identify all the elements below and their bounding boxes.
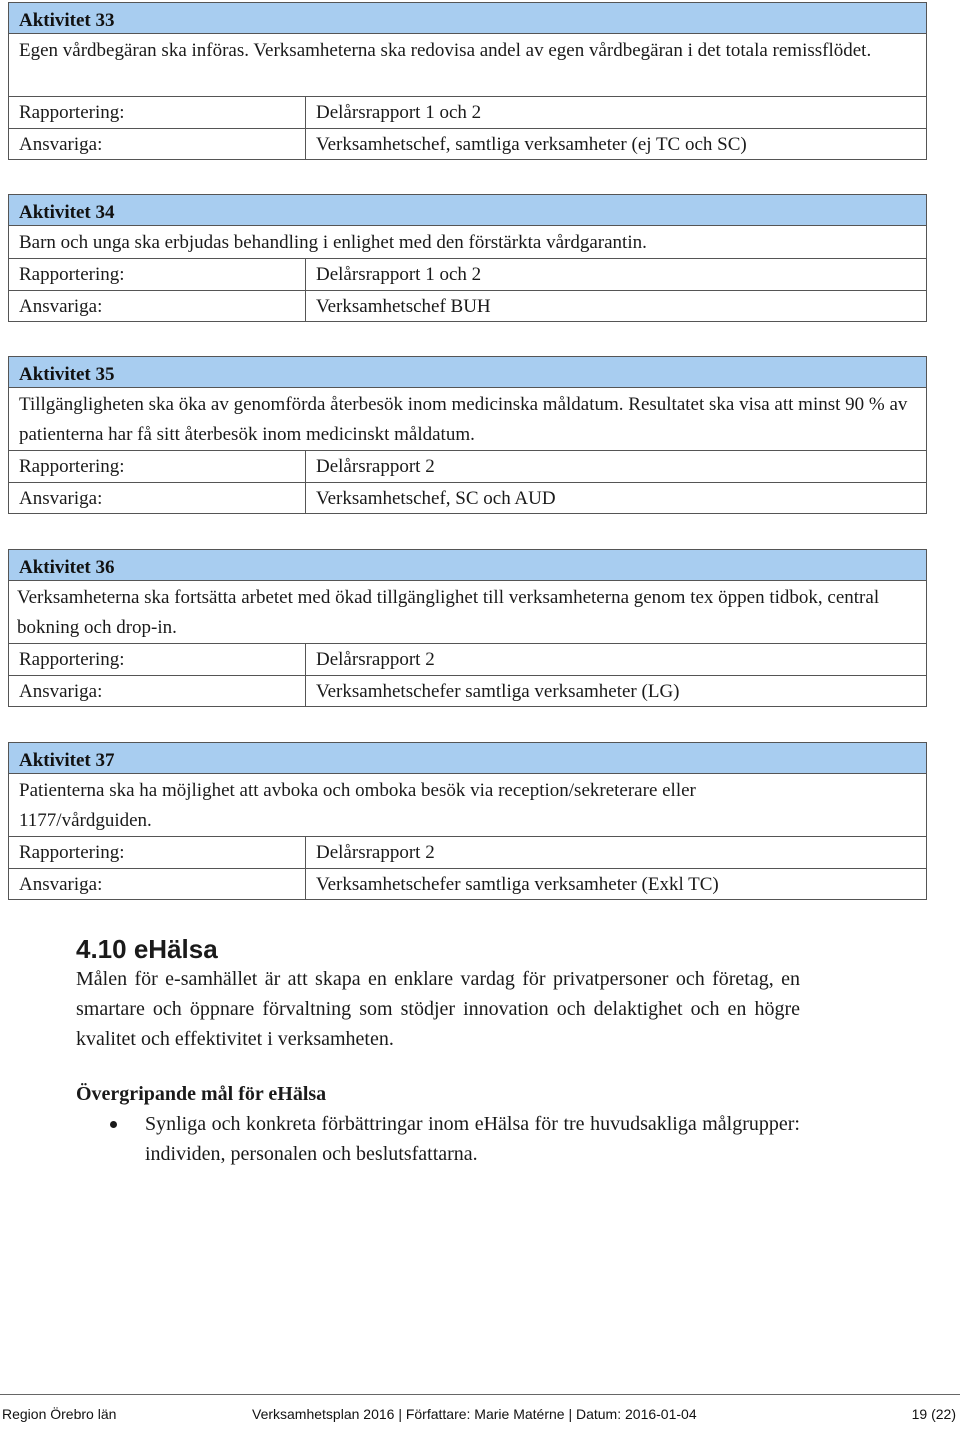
responsible-value: Verksamhetschefer samtliga verksamheter (Exkl TC)	[316, 874, 719, 895]
responsible-row	[9, 128, 926, 159]
responsible-value: Verksamhetschef, SC och AUD	[316, 488, 556, 509]
bullet-icon	[110, 1121, 117, 1128]
activity-description: Barn och unga ska erbjudas behandling i enlighet med den förstärkta vårdgarantin.	[9, 226, 926, 259]
responsible-value: Verksamhetschef BUH	[316, 296, 491, 317]
responsible-row	[9, 290, 926, 321]
reporting-value: Delårsrapport 2	[316, 842, 435, 863]
reporting-row	[9, 451, 926, 482]
section-paragraph: Målen för e-samhället är att skapa en enklare vardag för privatpersoner och företag, en smartare och öppnare förvaltning som stödjer innovation och delaktighet och en högre kvalitet och effektivitet i verksamheten.	[76, 968, 800, 1050]
activity-table-37	[8, 742, 927, 900]
section-ehalsa	[76, 934, 800, 1054]
reporting-label: Rapportering:	[9, 451, 306, 482]
activity-table-35	[8, 356, 927, 514]
reporting-label: Rapportering:	[9, 259, 306, 290]
section-title: 4.10 eHälsa	[76, 934, 218, 964]
reporting-row	[9, 97, 926, 128]
reporting-row	[9, 644, 926, 675]
activity-table-36	[8, 549, 927, 707]
responsible-label: Ansvariga:	[9, 483, 306, 513]
section-subheading: Övergripande mål för eHälsa	[76, 1083, 327, 1105]
reporting-row	[9, 837, 926, 868]
responsible-label: Ansvariga:	[9, 129, 306, 159]
activity-heading: Aktivitet 37	[9, 743, 926, 774]
reporting-label: Rapportering:	[9, 97, 306, 128]
activity-description: Egen vårdbegäran ska införas. Verksamheterna ska redovisa andel av egen vårdbegäran i det totala remissflödet.	[9, 34, 926, 97]
responsible-value: Verksamhetschefer samtliga verksamheter (LG)	[316, 681, 680, 702]
reporting-value: Delårsrapport 1 och 2	[316, 102, 482, 123]
footer-organization: Region Örebro län	[2, 1406, 117, 1422]
responsible-row	[9, 868, 926, 899]
reporting-label: Rapportering:	[9, 644, 306, 675]
activity-table-34	[8, 194, 927, 322]
responsible-row	[9, 482, 926, 513]
activity-heading: Aktivitet 35	[9, 357, 926, 388]
activity-description: Tillgängligheten ska öka av genomförda återbesök inom medicinska måldatum. Resultatet ska visa att minst 90 % av patienterna har få sitt återbesök inom medicinskt måldatum.	[9, 388, 926, 451]
responsible-row	[9, 675, 926, 706]
reporting-value: Delårsrapport 1 och 2	[316, 264, 482, 285]
footer-page-number: 19 (22)	[911, 1406, 956, 1422]
footer-document-info: Verksamhetsplan 2016 | Författare: Marie Matérne | Datum: 2016-01-04	[252, 1406, 697, 1422]
activity-heading: Aktivitet 33	[9, 3, 926, 34]
bullet-list-item	[76, 1109, 800, 1169]
page-footer	[0, 1394, 960, 1423]
responsible-label: Ansvariga:	[9, 291, 306, 321]
activity-heading: Aktivitet 34	[9, 195, 926, 226]
activity-description: Verksamheterna ska fortsätta arbetet med ökad tillgänglighet till verksamheterna genom tex öppen tidbok, central bokning och drop-in.	[9, 581, 926, 644]
reporting-value: Delårsrapport 2	[316, 649, 435, 670]
responsible-value: Verksamhetschef, samtliga verksamheter (ej TC och SC)	[316, 134, 747, 155]
activity-heading: Aktivitet 36	[9, 550, 926, 581]
reporting-label: Rapportering:	[9, 837, 306, 868]
bullet-text: Synliga och konkreta förbättringar inom eHälsa för tre huvudsakliga målgrupper: individen, personalen och beslutsfattarna.	[145, 1113, 800, 1165]
activity-table-33	[8, 2, 927, 160]
activity-description: Patienterna ska ha möjlighet att avboka och omboka besök via reception/sekreterare eller 1177/vårdguiden.	[9, 774, 926, 837]
responsible-label: Ansvariga:	[9, 869, 306, 899]
reporting-row	[9, 259, 926, 290]
reporting-value: Delårsrapport 2	[316, 456, 435, 477]
responsible-label: Ansvariga:	[9, 676, 306, 706]
